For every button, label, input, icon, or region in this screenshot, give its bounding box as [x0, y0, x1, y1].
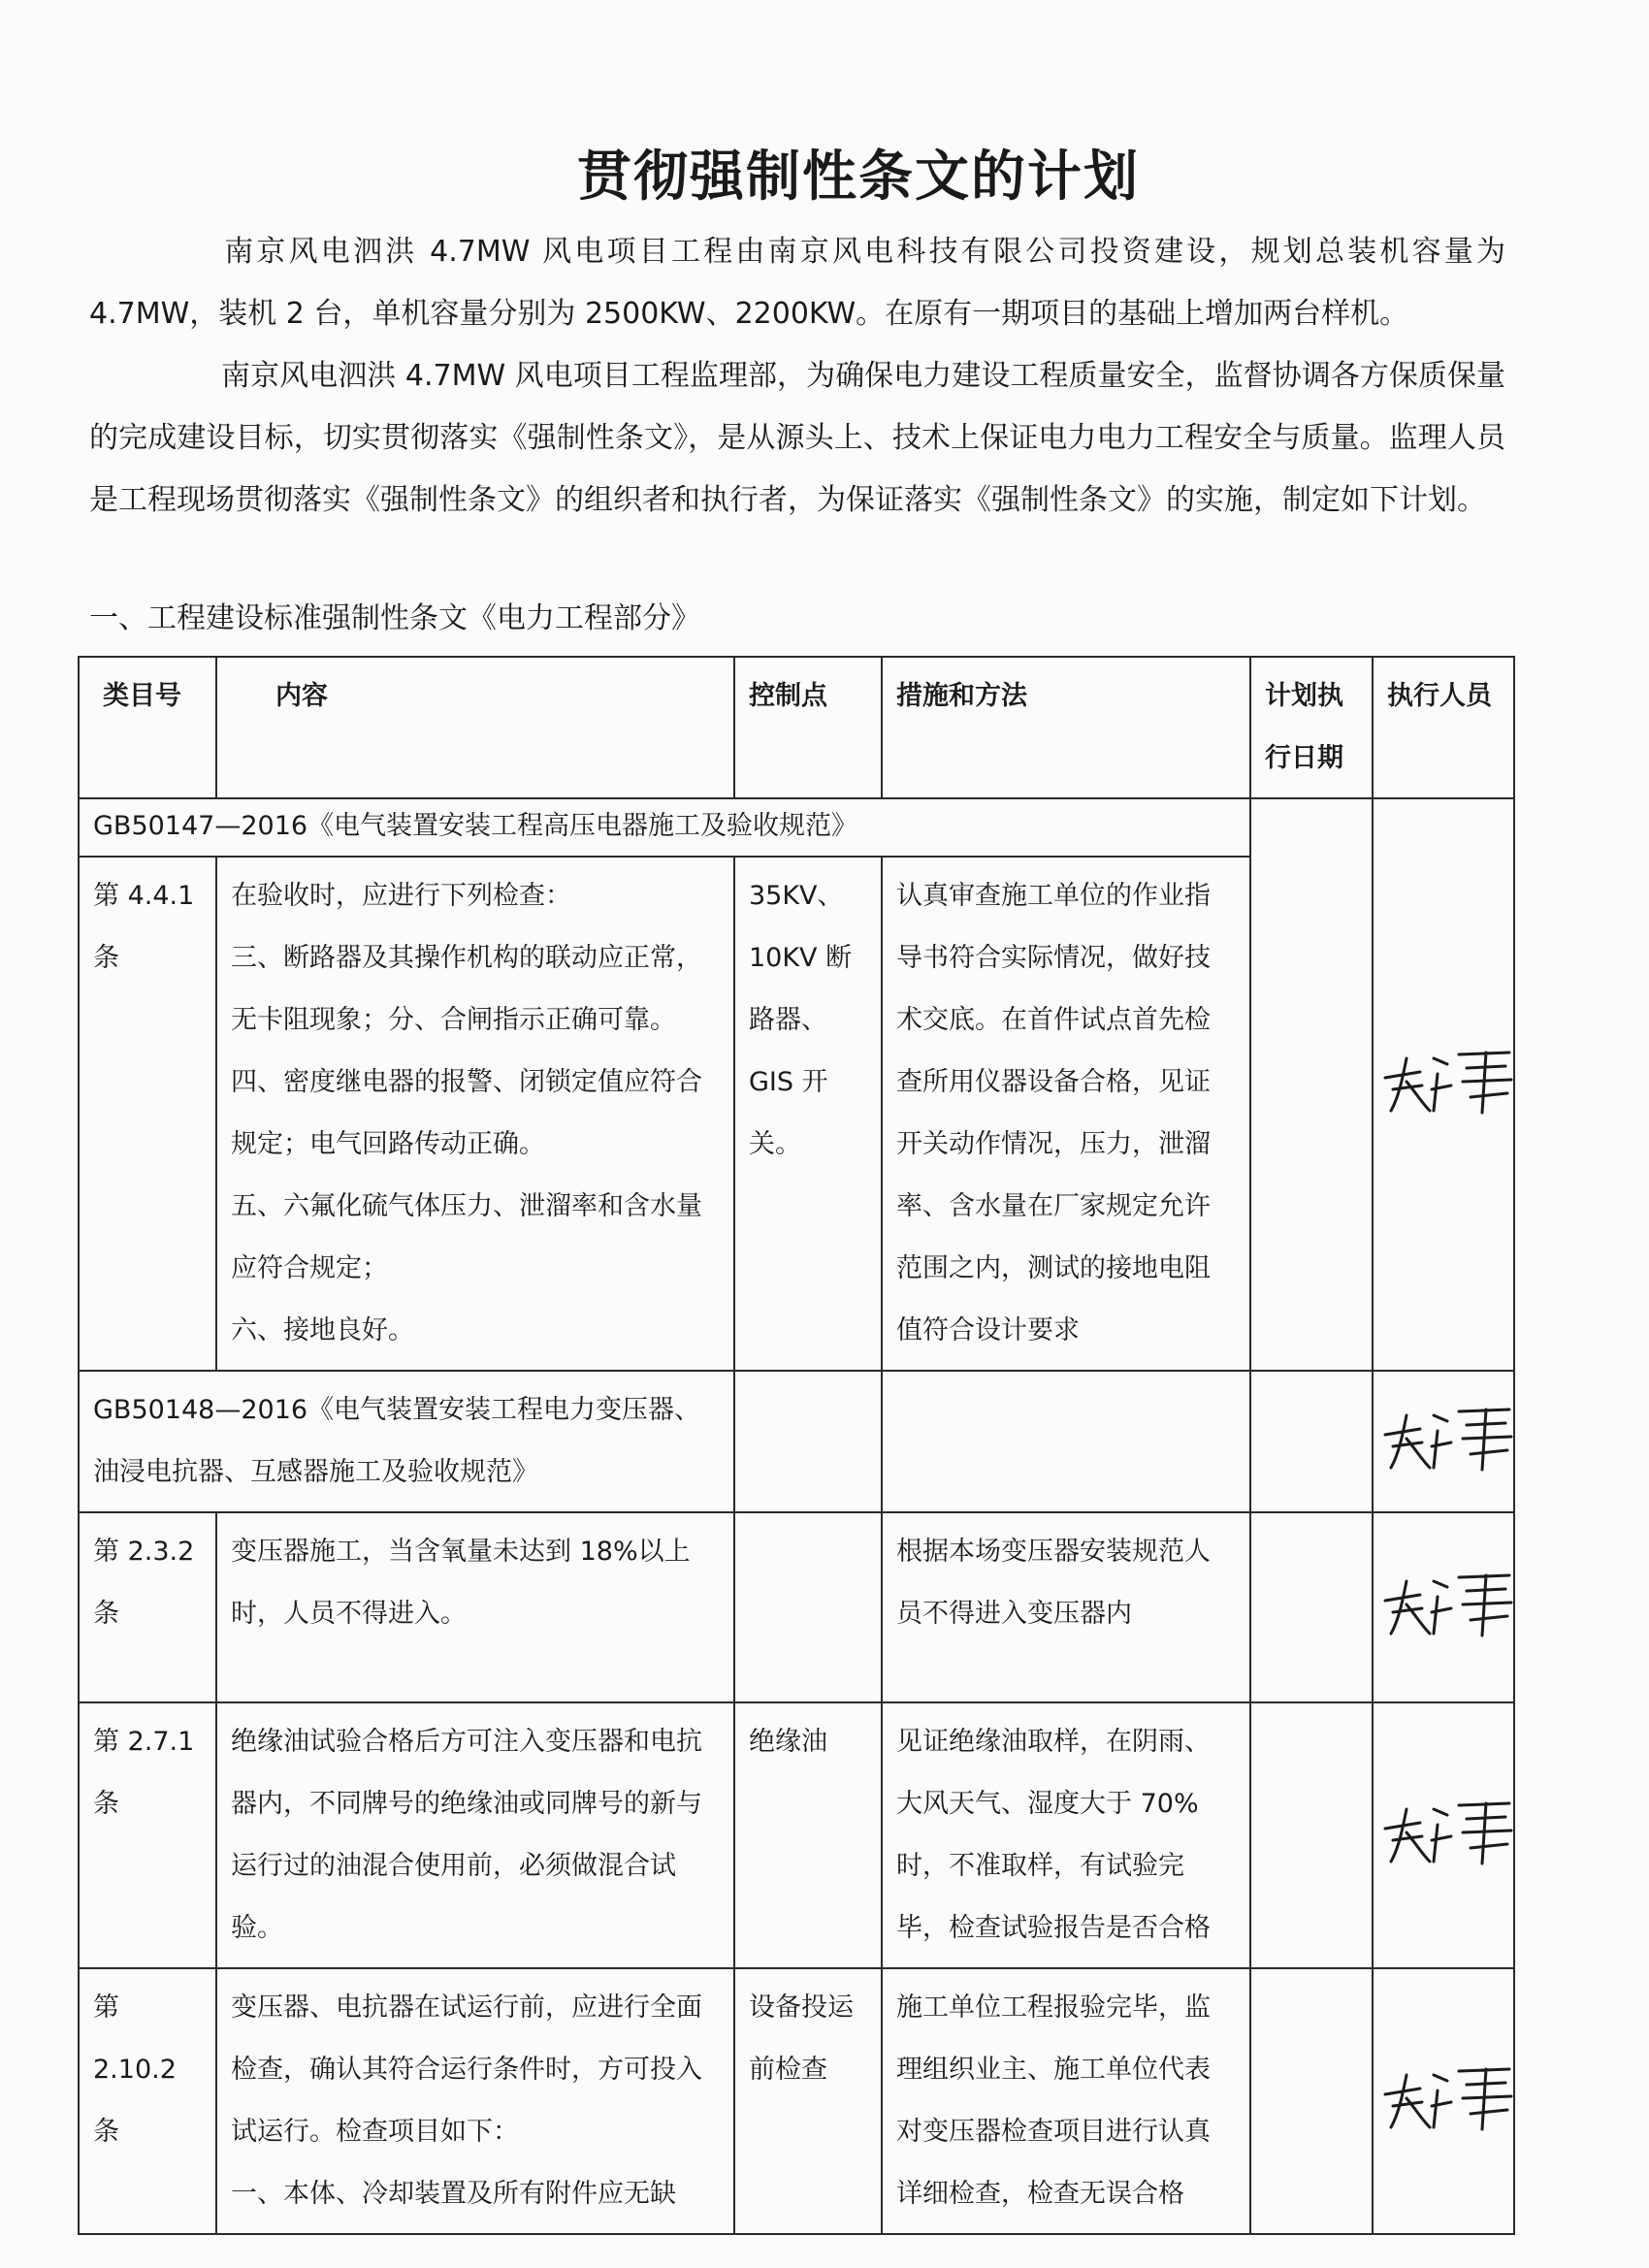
- header-executor: 执行人员: [1373, 657, 1514, 798]
- signature-icon: [1374, 1386, 1519, 1474]
- category-2-10-2: 第 2.10.2 条: [79, 1968, 216, 2234]
- signature-cell-2: [1373, 1371, 1514, 1512]
- standard-2-blank-3: [1250, 1371, 1373, 1512]
- control-point-4-4-1: 35KV、10KV 断路器、GIS 开关。: [734, 857, 882, 1371]
- standard-2-blank-1: [734, 1371, 882, 1512]
- planned-date-2-7-1: [1250, 1702, 1373, 1968]
- category-2-3-2: 第 2.3.2 条: [79, 1512, 216, 1702]
- signature-cell-5: [1373, 1968, 1514, 2234]
- planned-date-2-10-2: [1250, 1968, 1373, 2234]
- measures-4-4-1: 认真审查施工单位的作业指导书符合实际情况，做好技术交底。在首件试点首先检查所用仪器设备合格，见证开关动作情况，压力，泄溜率、含水量在厂家规定允许范围之内，测试的接地电阻值符合设计要求: [882, 857, 1250, 1371]
- category-2-7-1: 第 2.7.1 条: [79, 1702, 216, 1968]
- signature-cell-1: [1373, 798, 1514, 1371]
- planned-date-2-3-2: [1250, 1512, 1373, 1702]
- section-heading: 一、工程建设标准强制性条文《电力工程部分》: [89, 601, 700, 635]
- compulsory-provisions-table: [78, 656, 1515, 2235]
- content-2-10-2: 变压器、电抗器在试运行前，应进行全面检查，确认其符合运行条件时，方可投入试运行。检查项目如下： 一、本体、冷却装置及所有附件应无缺: [216, 1968, 734, 2234]
- planned-date-cell: [1250, 798, 1373, 1371]
- standard-row-1: [79, 798, 1514, 857]
- header-category: 类目号: [79, 657, 216, 798]
- signature-cell-4: [1373, 1702, 1514, 1968]
- intro-paragraph-1: 南京风电泗洪 4.7MW 风电项目工程由南京风电科技有限公司投资建设，规划总装机容量为 4.7MW，装机 2 台，单机容量分别为 2500KW、2200KW。在原有一期项目的基础上增加两台样机。: [89, 235, 1505, 331]
- content-2-3-2: 变压器施工，当含氧量未达到 18%以上时，人员不得进入。: [216, 1512, 734, 1702]
- intro-paragraph-2: 南京风电泗洪 4.7MW 风电项目工程监理部，为确保电力建设工程质量安全，监督协调各方保质保量的完成建设目标，切实贯彻落实《强制性条文》，是从源头上、技术上保证电力电力工程安全与质量。监理人员是工程现场贯彻落实《强制性条文》的组织者和执行者，为保证落实《强制性条文》的实施，制定如下计划。: [89, 359, 1505, 517]
- standard-2-blank-2: [882, 1371, 1250, 1512]
- signature-icon: [1374, 1552, 1519, 1639]
- content-2-7-1: 绝缘油试验合格后方可注入变压器和电抗器内，不同牌号的绝缘油或同牌号的新与运行过的油混合使用前，必须做混合试验。: [216, 1702, 734, 1968]
- header-content: 内容: [216, 657, 734, 798]
- content-4-4-1: 在验收时，应进行下列检查： 三、断路器及其操作机构的联动应正常，无卡阻现象；分、合闸指示正确可靠。 四、密度继电器的报警、闭锁定值应符合规定；电气回路传动正确。 五、六氟化硫气体压力、泄溜率和含水量应符合规定； 六、接地良好。: [216, 857, 734, 1371]
- table-row-2-3-2: [79, 1512, 1514, 1702]
- control-point-2-3-2: [734, 1512, 882, 1702]
- table-header-row: [79, 657, 1514, 798]
- header-measures: 措施和方法: [882, 657, 1250, 798]
- measures-2-7-1: 见证绝缘油取样，在阴雨、大风天气、湿度大于 70%时，不准取样，有试验完毕，检查试验报告是否合格: [882, 1702, 1250, 1968]
- control-point-2-10-2: 设备投运前检查: [734, 1968, 882, 2234]
- page-title: 贯彻强制性条文的计划: [577, 146, 1140, 209]
- signature-icon: [1374, 2046, 1519, 2133]
- standard-row-2: [79, 1371, 1514, 1512]
- standard-1: GB50147—2016《电气装置安装工程高压电器施工及验收规范》: [79, 798, 1250, 857]
- standard-2: GB50148—2016《电气装置安装工程电力变压器、油浸电抗器、互感器施工及验收规范》: [79, 1371, 734, 1512]
- measures-2-3-2: 根据本场变压器安装规范人员不得进入变压器内: [882, 1512, 1250, 1702]
- header-planned-date: 计划执行日期: [1250, 657, 1373, 798]
- category-4-4-1: 第 4.4.1 条: [79, 857, 216, 1371]
- signature-icon: [1374, 1780, 1519, 1867]
- header-control-point: 控制点: [734, 657, 882, 798]
- table-row-2-7-1: [79, 1702, 1514, 1968]
- signature-cell-3: [1373, 1512, 1514, 1702]
- control-point-2-7-1: 绝缘油: [734, 1702, 882, 1968]
- signature-icon: [1374, 1029, 1519, 1117]
- table-row-2-10-2: [79, 1968, 1514, 2234]
- measures-2-10-2: 施工单位工程报验完毕，监理组织业主、施工单位代表对变压器检查项目进行认真详细检查，检查无误合格: [882, 1968, 1250, 2234]
